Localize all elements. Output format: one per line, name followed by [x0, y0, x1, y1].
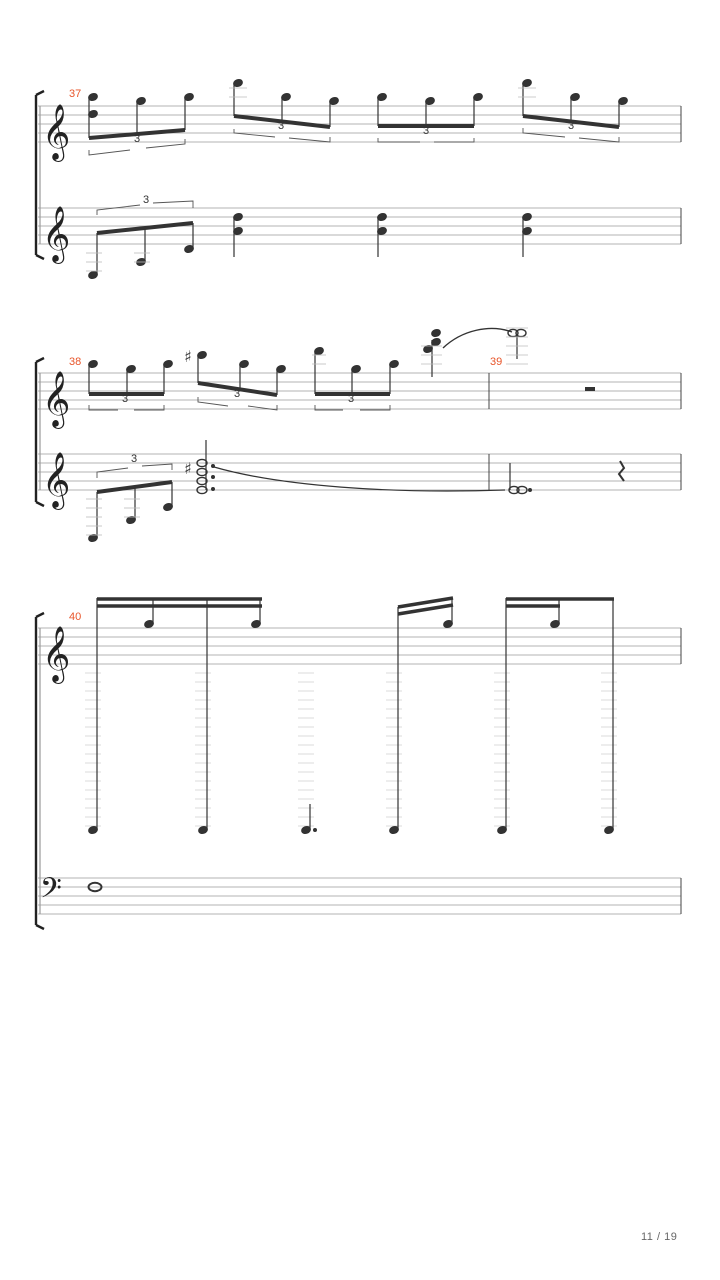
bass-clef-icon: 𝄢 — [40, 872, 62, 912]
sharp-icon: ♯ — [184, 459, 192, 478]
upper-voice — [88, 78, 629, 138]
tuplet-number: 3 — [234, 388, 241, 400]
tuplet-number: 3 — [143, 194, 150, 206]
treble-clef-icon: 𝄞 — [42, 452, 71, 508]
tuplet-number: 3 — [423, 125, 430, 137]
upper-voice — [88, 598, 615, 835]
tie — [443, 329, 512, 348]
tuplet-number: 3 — [131, 453, 138, 465]
treble-clef-icon: 𝄞 — [42, 206, 71, 262]
system-1 — [36, 78, 681, 279]
staff-lower — [38, 208, 681, 244]
tuplet-number: 3 — [278, 120, 285, 132]
lower-voice — [88, 212, 533, 279]
tuplet-number: 3 — [134, 133, 141, 145]
staff-upper — [38, 628, 681, 664]
lower-voice — [88, 440, 624, 543]
page-number: 11 / 19 — [641, 1231, 678, 1243]
measure-number: 37 — [69, 88, 82, 100]
tie — [214, 467, 505, 491]
half-rest — [585, 387, 595, 391]
staff-lower — [38, 878, 681, 914]
measure-number: 40 — [69, 611, 82, 623]
quarter-rest — [619, 461, 624, 481]
tuplet-number: 3 — [568, 120, 575, 132]
measure-number: 38 — [69, 356, 82, 368]
treble-clef-icon: 𝄞 — [42, 104, 71, 160]
sharp-icon: ♯ — [184, 347, 192, 366]
staff-upper — [38, 373, 681, 409]
treble-clef-icon: 𝄞 — [42, 626, 71, 682]
measure-number: 39 — [490, 356, 503, 368]
system-2 — [36, 328, 681, 543]
system-3 — [36, 598, 681, 929]
upper-voice — [88, 328, 442, 395]
treble-clef-icon: 𝄞 — [42, 371, 71, 427]
tuplet-number: 3 — [122, 393, 129, 405]
tuplet-number: 3 — [348, 393, 355, 405]
